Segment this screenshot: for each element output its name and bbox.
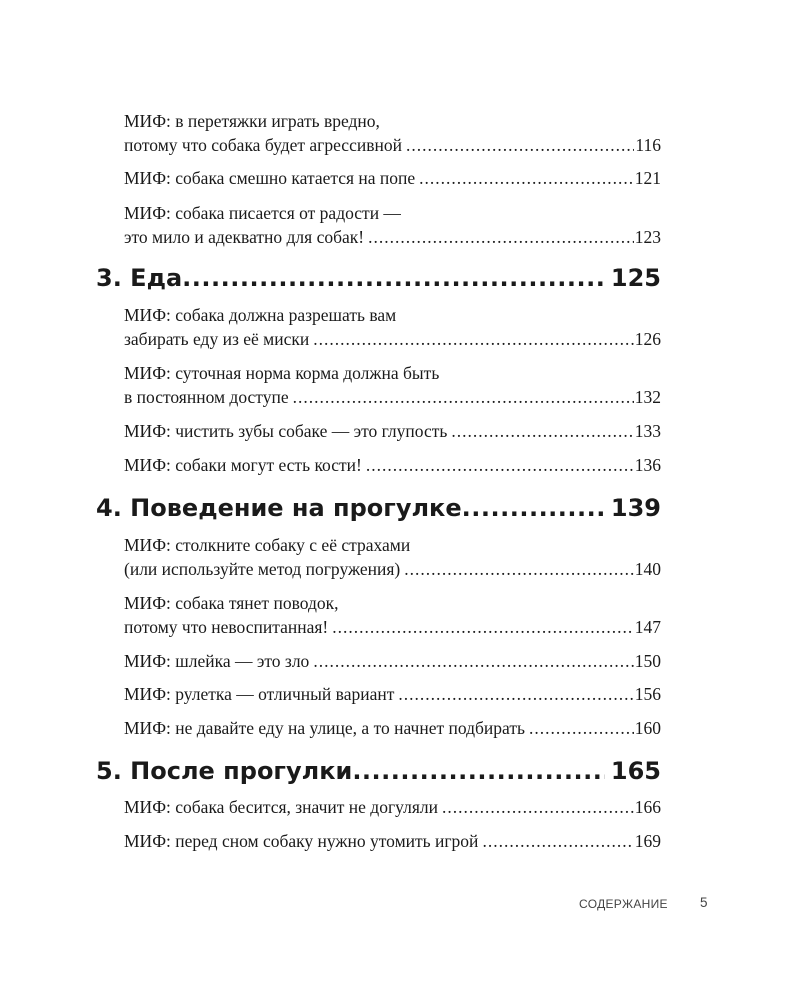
chapter-page-number: 165: [610, 757, 661, 785]
toc-entry: [124, 649, 661, 673]
toc-entry: [124, 795, 661, 819]
dot-leader: [419, 166, 634, 190]
toc-entry-line: МИФ: собака смешно катается на попе: [124, 168, 416, 188]
toc-entry-line: потому что невоспитанная!: [124, 617, 329, 637]
toc-page-number: 160: [634, 718, 661, 738]
toc-entry: [124, 361, 661, 409]
dot-leader: [451, 419, 633, 443]
toc-entry-line: в постоянном доступе: [124, 387, 289, 407]
toc-entry-line: МИФ: собаки могут есть кости!: [124, 455, 362, 475]
toc-entry: [124, 453, 661, 477]
toc-page-number: 156: [634, 684, 661, 704]
dot-leader: [482, 829, 633, 853]
toc-entry-line: МИФ: собака должна разрешать вам: [124, 305, 397, 325]
toc-page-number: 169: [634, 831, 661, 851]
toc-entry: [124, 533, 661, 581]
toc-entry-line: забирать еду из её миски: [124, 329, 310, 349]
toc-page-number: 166: [634, 797, 661, 817]
chapter-page-number: 125: [610, 264, 661, 292]
toc-entry-line: МИФ: собака бесится, значит не догуляли: [124, 797, 439, 817]
dot-leader: [406, 133, 634, 157]
toc-page-number: 121: [634, 168, 661, 188]
dot-leader: [529, 716, 634, 740]
toc-page-number: 126: [634, 329, 661, 349]
chapter-title: 5. После прогулки: [96, 757, 353, 785]
chapter-title: 3. Еда: [96, 264, 183, 292]
toc-entry-line: МИФ: в перетяжки играть вредно,: [124, 111, 380, 131]
dot-leader: [366, 453, 634, 477]
toc-entry: [124, 166, 661, 190]
running-footer-page-number: 5: [700, 895, 708, 910]
toc-page-number: 132: [634, 387, 661, 407]
dot-leader: [313, 649, 633, 673]
chapter-page-number: 139: [610, 494, 661, 522]
chapter-heading: [96, 755, 661, 787]
toc-entry: [124, 682, 661, 706]
toc-entry-line: это мило и адекватно для собак!: [124, 227, 365, 247]
toc-entry: [124, 109, 661, 157]
dot-leader: [404, 557, 634, 581]
toc-entry: [124, 591, 661, 639]
toc-page-number: 147: [634, 617, 661, 637]
dot-leader: [368, 225, 634, 249]
toc-entry-line: МИФ: шлейка — это зло: [124, 651, 310, 671]
chapter-heading: [96, 262, 661, 294]
toc-entry-line: потому что собака будет агрессивной: [124, 135, 402, 155]
dot-leader: [332, 615, 634, 639]
toc-entry: [124, 201, 661, 249]
chapter-title: 4. Поведение на прогулке: [96, 494, 462, 522]
dot-leader: [398, 682, 633, 706]
toc-page-number: 140: [634, 559, 661, 579]
chapter-heading: [96, 492, 661, 524]
running-footer-label: СОДЕРЖАНИЕ: [579, 897, 668, 911]
toc-page-number: 123: [634, 227, 661, 247]
toc-entry: [124, 303, 661, 351]
toc-page-number: 133: [634, 421, 661, 441]
dot-leader: [313, 327, 634, 351]
dot-leader: [182, 262, 605, 294]
toc-entry: [124, 716, 661, 740]
toc-entry-line: МИФ: перед сном собаку нужно утомить игрой: [124, 831, 479, 851]
toc-entry-line: МИФ: собака тянет поводок,: [124, 593, 339, 613]
toc-entry-line: МИФ: не давайте еду на улице, а то начнет подбирать: [124, 718, 525, 738]
toc-entry-line: МИФ: чистить зубы собаке — это глупость: [124, 421, 448, 441]
toc-page-number: 116: [635, 135, 661, 155]
toc-entry-line: МИФ: суточная норма корма должна быть: [124, 363, 440, 383]
dot-leader: [462, 492, 605, 524]
toc-entry: [124, 419, 661, 443]
dot-leader: [442, 795, 634, 819]
toc-entry-line: МИФ: собака писается от радости —: [124, 203, 401, 223]
dot-leader: [352, 755, 605, 787]
toc-entry-line: (или используйте метод погружения): [124, 559, 401, 579]
toc-page-number: 136: [634, 455, 661, 475]
dot-leader: [293, 385, 634, 409]
toc-page-number: 150: [634, 651, 661, 671]
toc-entry-line: МИФ: столкните собаку с её страхами: [124, 535, 411, 555]
toc-entry-line: МИФ: рулетка — отличный вариант: [124, 684, 395, 704]
toc-entry: [124, 829, 661, 853]
